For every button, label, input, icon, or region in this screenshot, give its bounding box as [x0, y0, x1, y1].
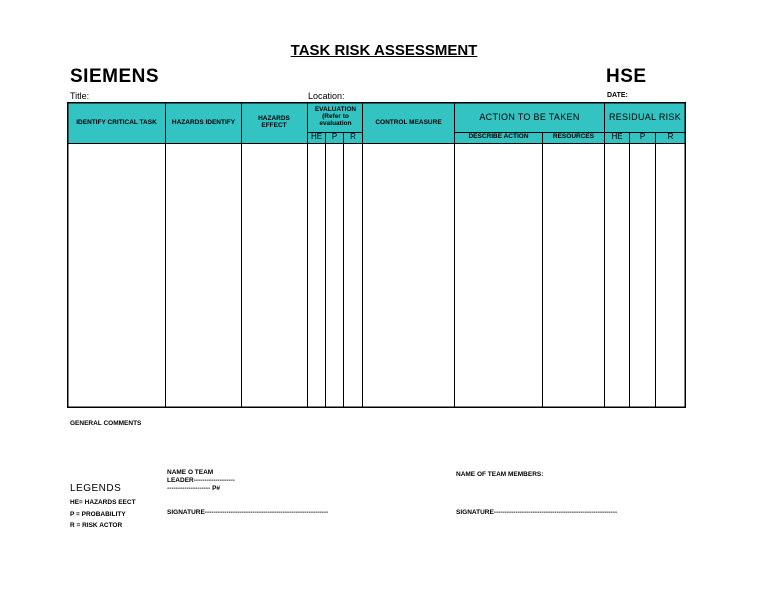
header-evaluation: EVALUATION (Refer to evaluation — [314, 106, 357, 127]
legend-r: R = RISK ACTOR — [70, 522, 123, 529]
team-members-label: NAME OF TEAM MEMBERS: — [456, 471, 544, 478]
header-residual-risk: RESIDUAL RISK — [608, 111, 682, 122]
location-label: Location: — [308, 91, 345, 101]
residual-he: HE — [611, 132, 623, 142]
signature-right: SIGNATURE--------------------------------------------------------- — [456, 509, 618, 516]
legend-p: P = PROBABILITY — [70, 510, 126, 518]
header-describe-action: DESCRIBE ACTION — [468, 133, 529, 141]
legends-title: LEGENDS — [70, 483, 122, 494]
eval-r: R — [350, 132, 356, 142]
title-label: Title: — [70, 91, 90, 101]
team-leader-label — [167, 469, 235, 492]
date-label: DATE: — [607, 92, 628, 99]
header-hazards-identify: HAZARDS IDENTIFY — [171, 118, 236, 126]
table-grid-lines — [67, 102, 686, 408]
header-action-to-be-taken: ACTION TO BE TAKEN — [479, 111, 580, 122]
team-leader-line2: LEADER------------------- — [167, 476, 235, 484]
eval-he: HE — [310, 132, 323, 142]
legend-he: HE= HAZARDS EECT — [70, 499, 136, 506]
header-hazards-effect: HAZARDS EFFECT — [258, 115, 290, 129]
risk-assessment-table — [67, 102, 686, 408]
residual-r: R — [667, 132, 674, 142]
team-leader-line1: NAME O TEAM — [167, 469, 214, 476]
residual-p: P — [639, 132, 646, 142]
page-title: TASK RISK ASSESSMENT — [290, 42, 478, 59]
eval-p: P — [331, 132, 338, 142]
brand-siemens: SIEMENS — [70, 66, 160, 87]
legends-list — [70, 497, 136, 532]
brand-hse: HSE — [606, 66, 647, 87]
team-leader-line3: -------------------- P# — [167, 484, 221, 492]
header-identify-critical-task: IDENTIFY CRITICAL TASK — [76, 118, 157, 126]
signature-left: SIGNATURE--------------------------------------------------------- — [167, 509, 329, 516]
general-comments-label: GENERAL COMMENTS — [70, 420, 142, 427]
header-control-measure: CONTROL MEASURE — [375, 118, 442, 126]
header-resources: RESOURCES — [552, 133, 595, 141]
